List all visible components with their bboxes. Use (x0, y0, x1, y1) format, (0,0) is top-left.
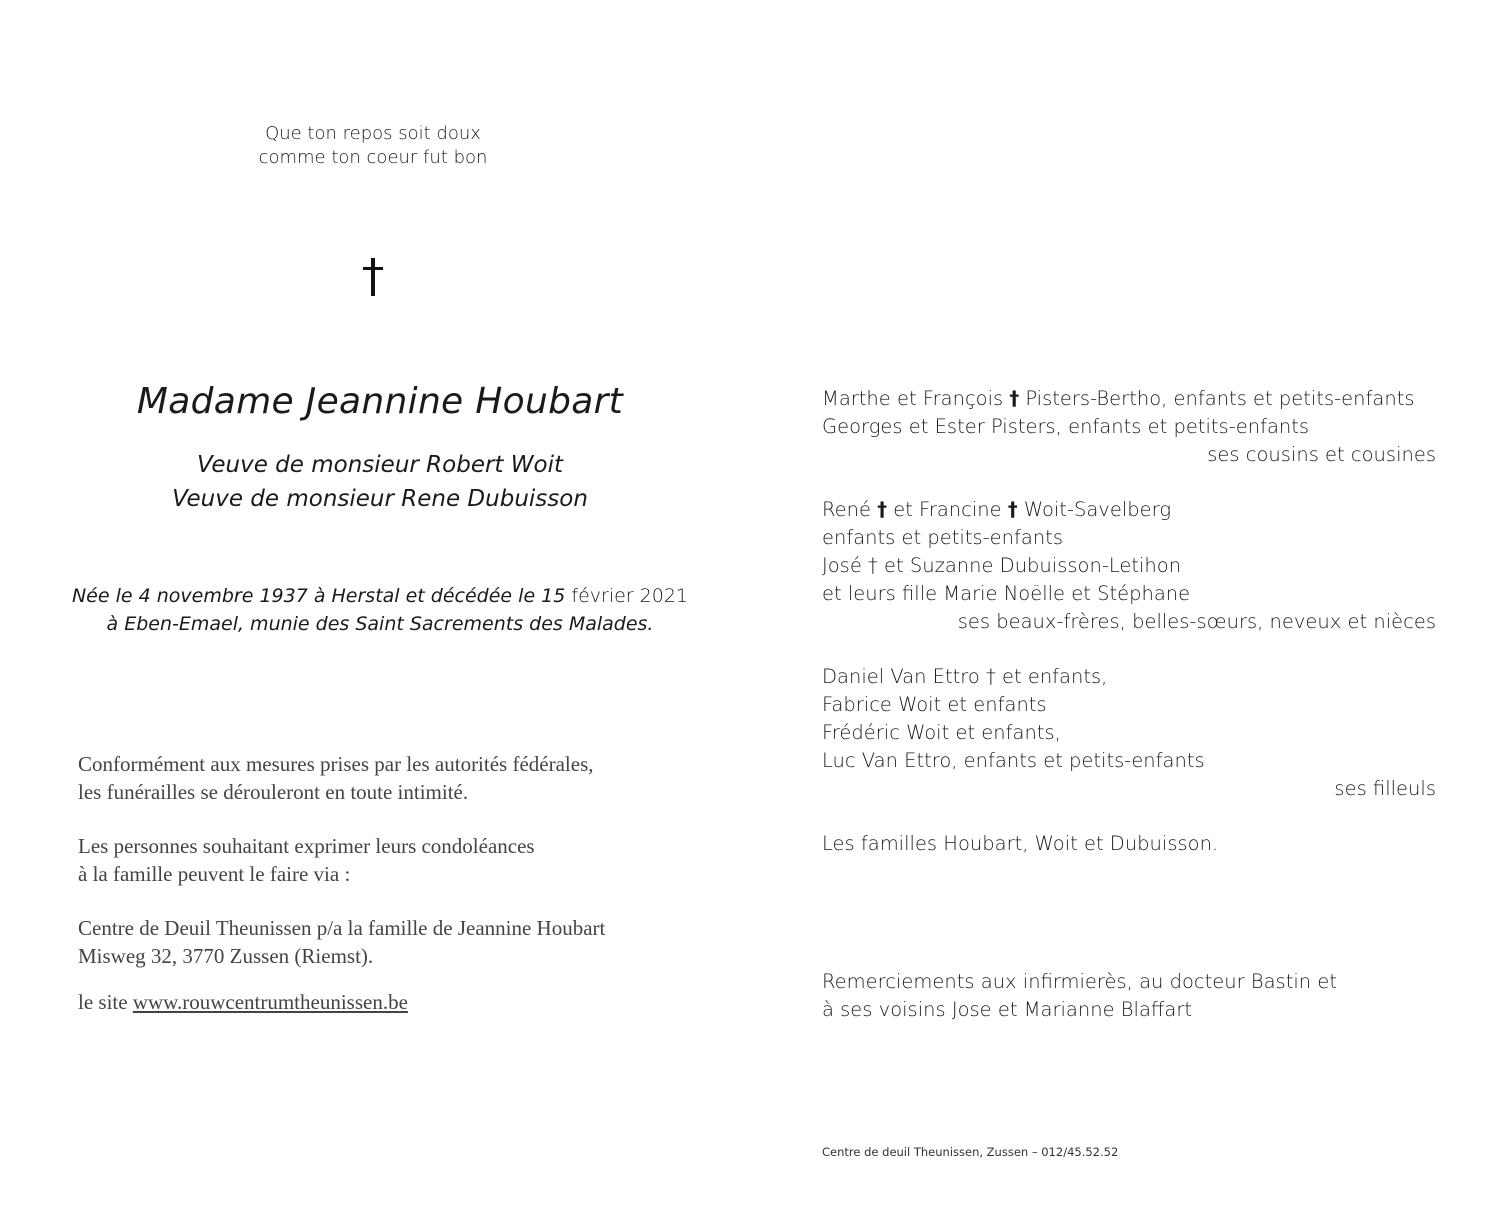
notice-address-line2: Misweg 32, 3770 Zussen (Riemst). (78, 944, 374, 968)
widow-line-1: Veuve de monsieur Robert Woit (197, 452, 563, 478)
dagger-icon: † (868, 554, 878, 577)
dagger-icon: † (877, 498, 887, 521)
notice-p2-line2: à la famille peuvent le faire via : (78, 862, 351, 886)
text: Pisters-Bertho, enfants et petits-enfants (1019, 387, 1415, 410)
group2-line3 (822, 552, 1436, 580)
group2-line1 (822, 496, 1436, 524)
group3-line2: Fabrice Woit et enfants (822, 693, 1047, 716)
widow-of (90, 448, 670, 516)
group-godchildren (822, 663, 1436, 803)
notice-site (78, 988, 718, 1016)
thanks (822, 968, 1436, 1024)
group1-relation: ses cousins et cousines (1207, 443, 1436, 466)
text: Marthe et François (822, 387, 1004, 410)
group3-line1 (822, 663, 1436, 691)
group2-line4: et leurs fille Marie Noëlle et Stéphane (822, 582, 1191, 605)
death-date-regular: février 2021 (565, 585, 689, 607)
widow-line-2: Veuve de monsieur Rene Dubuisson (172, 486, 588, 512)
footer-contact: Centre de deuil Theunissen, Zussen – 012/45.52.52 (822, 1145, 1119, 1159)
group3-line3: Frédéric Woit et enfants, (822, 721, 1061, 744)
cross-icon (355, 258, 391, 302)
text: René (822, 498, 872, 521)
group-cousins (822, 385, 1436, 469)
notice-p2-line1: Les personnes souhaitant exprimer leurs condoléances (78, 834, 535, 858)
place-sacraments: à Eben-Emael, munie des Saint Sacrements des Malades. (106, 613, 654, 635)
site-prefix: le site (78, 990, 133, 1014)
deceased-name: Madame Jeannine Houbart (136, 381, 624, 422)
epigraph-line-1: Que ton repos soit doux (265, 123, 481, 144)
text: José (822, 554, 862, 577)
notice-p1-line1: Conformément aux mesures prises par les autorités fédérales, (78, 752, 594, 776)
dagger-icon: † (1007, 498, 1018, 521)
text: Daniel Van Ettro (822, 665, 980, 688)
dagger-icon: † (986, 665, 996, 688)
group2-relation: ses beaux-frères, belles-sœurs, neveux et nièces (957, 610, 1436, 633)
group2-line2: enfants et petits-enfants (822, 526, 1063, 549)
group3-line4: Luc Van Ettro, enfants et petits-enfants (822, 749, 1205, 772)
birth-death-italic: Née le 4 novembre 1937 à Herstal et décédée le 15 (71, 585, 566, 607)
notice-address-line1: Centre de Deuil Theunissen p/a la famille de Jeannine Houbart (78, 916, 606, 940)
text: et enfants, (1001, 665, 1108, 688)
dagger-icon: † (1009, 387, 1020, 410)
group1-line1 (822, 385, 1436, 413)
thanks-line-1: Remerciements aux infirmierès, au docteur Bastin et (822, 970, 1337, 993)
families (822, 830, 1436, 858)
site-link[interactable]: www.rouwcentrumtheunissen.be (132, 990, 408, 1014)
text: et Francine (893, 498, 1002, 521)
birth-death-line-2 (40, 610, 720, 638)
text: Woit-Savelberg (1023, 498, 1172, 521)
group-in-laws (822, 496, 1436, 636)
notice-p1-line2: les funérailles se dérouleront en toute intimité. (78, 780, 469, 804)
epigraph (200, 122, 546, 170)
group1-line2: Georges et Ester Pisters, enfants et petits-enfants (822, 415, 1310, 438)
funeral-notice (78, 750, 718, 1016)
group3-relation: ses filleuls (1334, 777, 1436, 800)
text: et Suzanne Dubuisson-Letihon (884, 554, 1182, 577)
families-line: Les familles Houbart, Woit et Dubuisson. (822, 832, 1219, 855)
thanks-line-2: à ses voisins Jose et Marianne Blaffart (822, 998, 1192, 1021)
birth-death-line-1 (40, 582, 720, 610)
birth-death-details (40, 582, 720, 638)
epigraph-line-2: comme ton coeur fut bon (258, 147, 488, 168)
